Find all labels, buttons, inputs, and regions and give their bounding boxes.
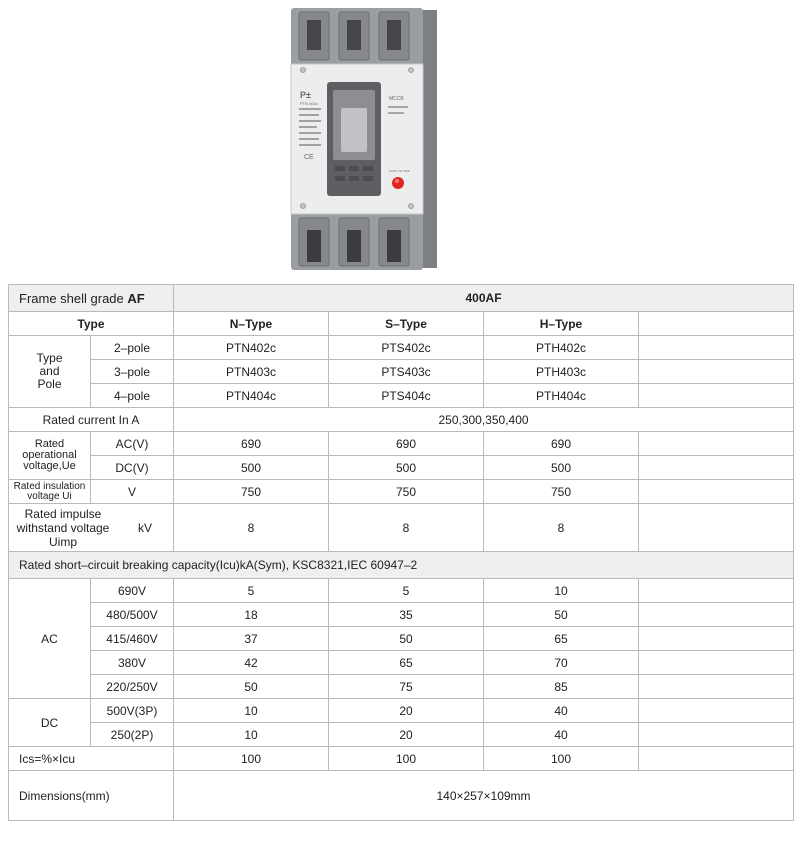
pole-row bbox=[9, 336, 794, 360]
empty-cell bbox=[639, 747, 794, 771]
ac-value: 65 bbox=[329, 651, 484, 675]
dimensions-label: Dimensions(mm) bbox=[9, 771, 174, 821]
ue-value: 500 bbox=[484, 456, 639, 480]
ue-value: 500 bbox=[329, 456, 484, 480]
uimp-row bbox=[9, 504, 794, 552]
ac-value: 35 bbox=[329, 603, 484, 627]
ac-label: AC bbox=[9, 579, 91, 699]
dc-value: 10 bbox=[174, 723, 329, 747]
ac-value: 18 bbox=[174, 603, 329, 627]
type-n: N–Type bbox=[174, 312, 329, 336]
ui-label: Rated insulation voltage Ui bbox=[9, 480, 91, 504]
empty-cell bbox=[639, 723, 794, 747]
svg-text:CE: CE bbox=[304, 154, 314, 161]
pole-value: PTN403c bbox=[174, 360, 329, 384]
rated-current-label: Rated current In A bbox=[9, 408, 174, 432]
ue-value: 690 bbox=[484, 432, 639, 456]
ac-row bbox=[9, 675, 794, 699]
frame-unit: AF bbox=[127, 290, 145, 306]
ics-label: Ics=%×Icu bbox=[9, 747, 174, 771]
ac-value: 50 bbox=[484, 603, 639, 627]
dc-row bbox=[9, 699, 794, 723]
ac-voltage: 220/250V bbox=[91, 675, 174, 699]
pole-row bbox=[9, 384, 794, 408]
uimp-cell bbox=[9, 504, 174, 552]
ue-value: 690 bbox=[174, 432, 329, 456]
icu-header: Rated short–circuit breaking capacity(Icu)kA(Sym), KSC8321,IEC 60947–2 bbox=[9, 552, 794, 579]
ics-value: 100 bbox=[174, 747, 329, 771]
spec-table bbox=[8, 284, 794, 821]
empty-cell bbox=[639, 480, 794, 504]
ac-row bbox=[9, 579, 794, 603]
ac-voltage: 690V bbox=[91, 579, 174, 603]
empty-cell bbox=[639, 336, 794, 360]
pole-row bbox=[9, 360, 794, 384]
ac-value: 70 bbox=[484, 651, 639, 675]
frame-row bbox=[9, 285, 794, 312]
dc-value: 40 bbox=[484, 723, 639, 747]
ac-value: 37 bbox=[174, 627, 329, 651]
ue-row bbox=[9, 456, 794, 480]
ac-row bbox=[9, 651, 794, 675]
dc-label: DC bbox=[9, 699, 91, 747]
ac-value: 85 bbox=[484, 675, 639, 699]
ac-value: 42 bbox=[174, 651, 329, 675]
dc-value: 20 bbox=[329, 723, 484, 747]
ue-row bbox=[9, 432, 794, 456]
ue-unit: DC(V) bbox=[91, 456, 174, 480]
uimp-value: 8 bbox=[484, 504, 639, 552]
icu-header-row bbox=[9, 552, 794, 579]
svg-text:P±: P± bbox=[300, 90, 311, 100]
ics-value: 100 bbox=[484, 747, 639, 771]
empty-cell bbox=[639, 360, 794, 384]
svg-text:PTN 400c: PTN 400c bbox=[300, 101, 318, 106]
empty-cell bbox=[639, 627, 794, 651]
dimensions-row bbox=[9, 771, 794, 821]
pole-label: 4–pole bbox=[91, 384, 174, 408]
empty-cell bbox=[639, 675, 794, 699]
ui-row bbox=[9, 480, 794, 504]
ics-row bbox=[9, 747, 794, 771]
ac-value: 50 bbox=[329, 627, 484, 651]
dc-value: 20 bbox=[329, 699, 484, 723]
pole-label: 3–pole bbox=[91, 360, 174, 384]
type-label: Type bbox=[9, 312, 174, 336]
dc-voltage: 500V(3P) bbox=[91, 699, 174, 723]
uimp-value: 8 bbox=[329, 504, 484, 552]
pole-value: PTS403c bbox=[329, 360, 484, 384]
empty-cell bbox=[639, 456, 794, 480]
ac-value: 5 bbox=[329, 579, 484, 603]
type-h: H–Type bbox=[484, 312, 639, 336]
pole-value: PTS402c bbox=[329, 336, 484, 360]
ue-value: 690 bbox=[329, 432, 484, 456]
ac-voltage: 380V bbox=[91, 651, 174, 675]
empty-cell bbox=[639, 432, 794, 456]
ac-voltage: 480/500V bbox=[91, 603, 174, 627]
ac-value: 10 bbox=[484, 579, 639, 603]
dc-voltage: 250(2P) bbox=[91, 723, 174, 747]
uimp-unit: kV bbox=[137, 520, 152, 535]
ui-value: 750 bbox=[329, 480, 484, 504]
ui-unit: V bbox=[91, 480, 174, 504]
rated-current-row bbox=[9, 408, 794, 432]
pole-group-label: Type and Pole bbox=[9, 336, 91, 408]
ui-value: 750 bbox=[174, 480, 329, 504]
ac-value: 75 bbox=[329, 675, 484, 699]
uimp-label: Rated impulse withstand voltage Uimp bbox=[16, 506, 110, 549]
empty-cell bbox=[639, 384, 794, 408]
pole-value: PTN402c bbox=[174, 336, 329, 360]
dimensions-value: 140×257×109mm bbox=[174, 771, 794, 821]
rated-current-value: 250,300,350,400 bbox=[174, 408, 794, 432]
uimp-value: 8 bbox=[174, 504, 329, 552]
dc-row bbox=[9, 723, 794, 747]
frame-label-cell bbox=[9, 285, 174, 312]
pole-value: PTN404c bbox=[174, 384, 329, 408]
empty-cell bbox=[639, 603, 794, 627]
frame-value: 400AF bbox=[174, 285, 794, 312]
ac-row bbox=[9, 603, 794, 627]
dc-value: 10 bbox=[174, 699, 329, 723]
empty-cell bbox=[639, 651, 794, 675]
pole-value: PTH403c bbox=[484, 360, 639, 384]
empty-cell bbox=[639, 312, 794, 336]
ac-value: 65 bbox=[484, 627, 639, 651]
svg-text:PUSH TO TRIP: PUSH TO TRIP bbox=[389, 169, 410, 173]
empty-cell bbox=[639, 579, 794, 603]
ui-value: 750 bbox=[484, 480, 639, 504]
ac-row bbox=[9, 627, 794, 651]
pole-value: PTH404c bbox=[484, 384, 639, 408]
pole-label: 2–pole bbox=[91, 336, 174, 360]
svg-text:MCCB: MCCB bbox=[389, 96, 404, 102]
type-header-row bbox=[9, 312, 794, 336]
dc-value: 40 bbox=[484, 699, 639, 723]
empty-cell bbox=[639, 504, 794, 552]
circuit-breaker-image bbox=[287, 4, 445, 270]
pole-value: PTS404c bbox=[329, 384, 484, 408]
pole-value: PTH402c bbox=[484, 336, 639, 360]
ue-unit: AC(V) bbox=[91, 432, 174, 456]
ac-value: 50 bbox=[174, 675, 329, 699]
empty-cell bbox=[639, 699, 794, 723]
frame-label: Frame shell grade bbox=[19, 290, 124, 306]
ac-value: 5 bbox=[174, 579, 329, 603]
ue-value: 500 bbox=[174, 456, 329, 480]
ics-value: 100 bbox=[329, 747, 484, 771]
ue-label: Rated operational voltage,Ue bbox=[9, 432, 91, 480]
ac-voltage: 415/460V bbox=[91, 627, 174, 651]
type-s: S–Type bbox=[329, 312, 484, 336]
